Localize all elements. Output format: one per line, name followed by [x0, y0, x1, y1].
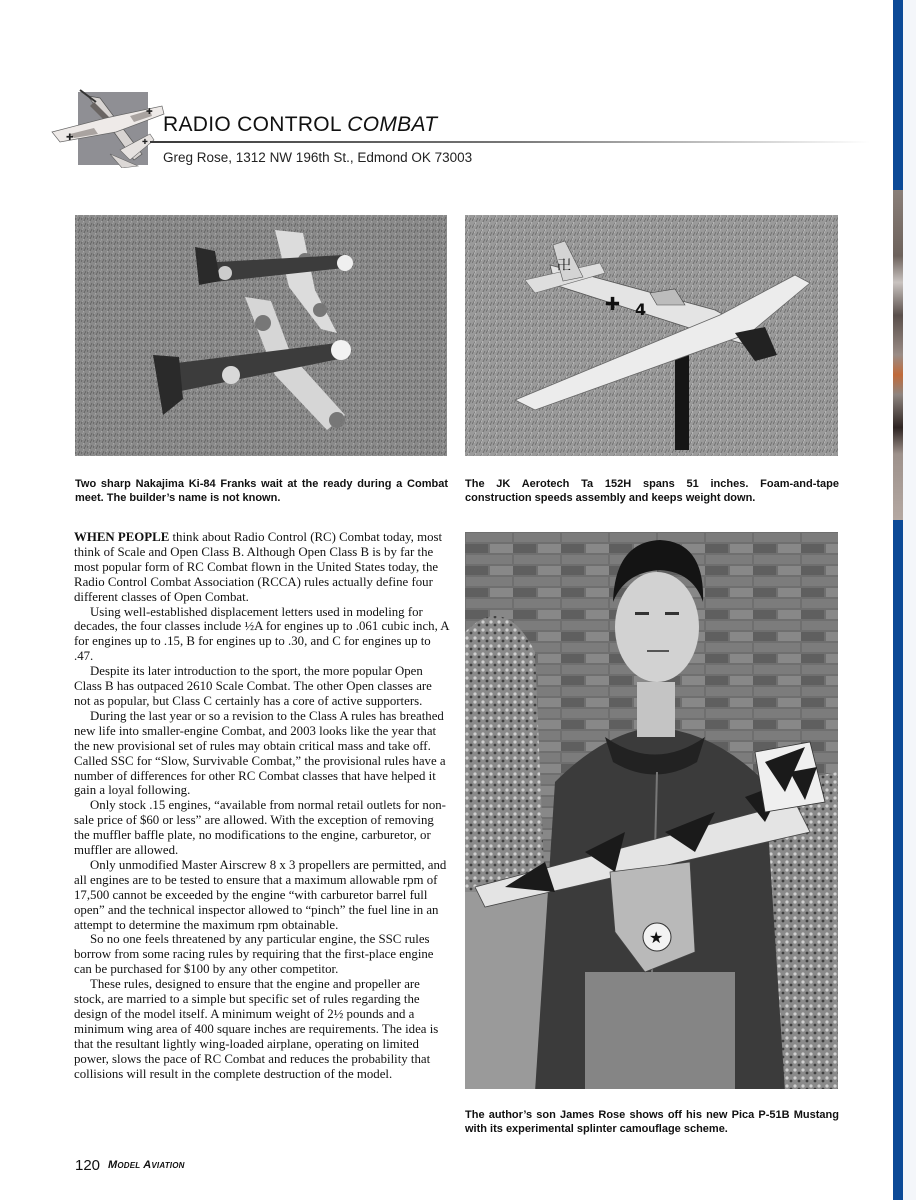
- page-edge-margin: [903, 0, 916, 1200]
- author-byline: Greg Rose, 1312 NW 196th St., Edmond OK 73003: [163, 150, 473, 165]
- photo-ta152h: [465, 215, 838, 456]
- svg-text:✚: ✚: [146, 107, 153, 116]
- article-paragraph: Using well-established displacement letters used in modeling for decades, the four classes include ½A for engines up to .061 cubic inch, A for engines up to .15, B for engines up to .30, and C for engines up to .47.: [74, 604, 449, 664]
- svg-text:✚: ✚: [66, 133, 74, 143]
- photo-caption: The author’s son James Rose shows off his new Pica P-51B Mustang with its experimental splinter camouflage scheme.: [465, 1109, 839, 1135]
- airplane-logo-icon: [50, 88, 165, 168]
- column-title-italic: COMBAT: [347, 113, 438, 136]
- column-title-regular: RADIO CONTROL: [163, 113, 348, 136]
- page-edge-color-bar: [893, 0, 903, 1200]
- svg-text:卍: 卍: [557, 258, 571, 274]
- photo-ki84-franks: [75, 215, 447, 456]
- article-paragraph: Only unmodified Master Airscrew 8 x 3 propellers are permitted, and all engines are to be tested to ensure that a maximum allowable rpm of 17,500 cannot be exceeded by the engine “with carburetor barrel full open” and the technical inspector allowed to “pinch” the fuel line in an attempt to determine the maximum rpm obtainable.: [74, 857, 447, 932]
- article-lead-in: WHEN PEOPLE: [74, 530, 170, 544]
- svg-text:✚: ✚: [142, 138, 148, 146]
- article-paragraph: So no one feels threatened by any particular engine, the SSC rules borrow from some racing rules by requiring that the first-place engine can be purchased for $100 by any other competitor.: [74, 932, 434, 977]
- magazine-name: Model Aviation: [108, 1159, 185, 1171]
- article-paragraph: Only stock .15 engines, “available from normal retail outlets for non-sale price of $60 or less” are allowed. With the exception of removing the muffler baffle plate, no modifications to the engine, carburetor, or muffler are allowed.: [74, 798, 446, 858]
- svg-text:★: ★: [649, 928, 664, 947]
- photo-james-rose-p51b: [465, 532, 838, 1089]
- article-paragraph-text: think about Radio Control (RC) Combat today, most think of Scale and Open Class B. Although Open Class B is by far the most popular form of RC Combat flown in the United States today, the Radio Control Combat Association (RCCA) rules actually define four different classes of Open Combat.: [74, 530, 443, 604]
- article-paragraph: These rules, designed to ensure that the engine and propeller are stock, are married to a simple but specific set of rules regarding the design of the model itself. A minimum weight of 2½ pounds and a minimum wing area of 400 square inches are requirements. The idea is that the resultant lightly wing-loaded airplane, operating on limited power, slows the pace of RC Combat and reduces the probability that collisions will result in the complete destruction of the model.: [74, 977, 439, 1081]
- article-paragraph: Despite its later introduction to the sport, the more popular Open Class B has outpaced 2610 Scale Combat. The other Open classes are not as popular, but Class C certainly has a core of active supporters.: [74, 664, 432, 708]
- photo-caption: The JK Aerotech Ta 152H spans 51 inches. Foam-and-tape construction speeds assembly and keeps weight down.: [465, 478, 839, 504]
- article-paragraph: During the last year or so a revision to the Class A rules has breathed new life into smaller-engine Combat, and 2003 looks like the year that the new provisional set of rules may obtain critical mass and take off. Called SSC for “Slow, Survivable Combat,” the provisional rules have a number of differences for other RC Combat classes that have helped it gain a loyal following.: [74, 708, 446, 798]
- page-number: 120: [75, 1157, 101, 1174]
- article-body: [74, 530, 450, 1082]
- svg-text:✚: ✚: [605, 294, 621, 315]
- page-edge-photo-strip: [893, 190, 903, 520]
- photo-caption: Two sharp Nakajima Ki-84 Franks wait at the ready during a Combat meet. The builder’s name is not known.: [75, 478, 448, 504]
- svg-text:4: 4: [635, 300, 647, 319]
- title-rule-divider: [150, 141, 870, 143]
- article-paragraph: [74, 530, 450, 605]
- column-title: [163, 113, 437, 137]
